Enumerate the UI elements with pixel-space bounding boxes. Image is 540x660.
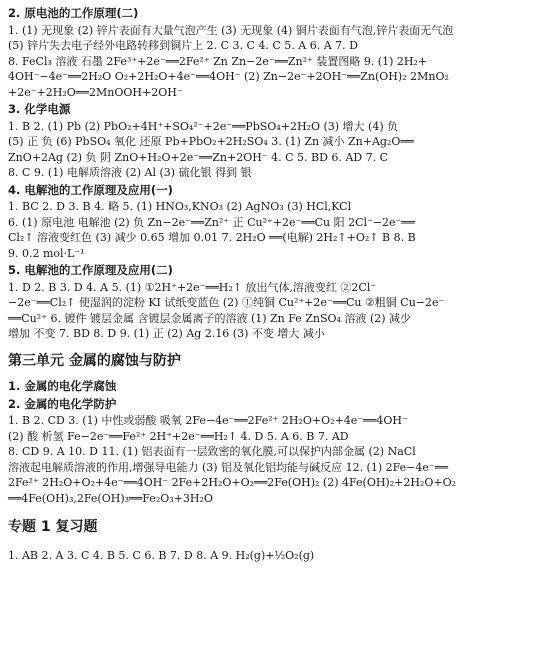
answer-line: 1. D 2. B 3. D 4. A 5. (1) ①2H⁺+2e⁻══H₂↑ 放出气体,溶液变红 ②2Cl⁻ <box>8 280 377 294</box>
answer-line: 1. AB 2. A 3. C 4. B 5. C 6. B 7. D 8. A 9. H₂(g)+½O₂(g) <box>8 548 315 562</box>
answer-line: 增加 不变 7. BD 8. D 9. (1) 正 (2) Ag 2.16 (3) 不变 增大 减小 <box>8 327 325 340</box>
section-title: 3. 化学电源 <box>8 102 71 116</box>
topic-title: 专题 1 复习题 <box>8 519 98 535</box>
section-4 <box>8 183 532 262</box>
answer-line: 4OH⁻−4e⁻══2H₂O O₂+2H₂O+4e⁻══4OH⁻ (2) Zn−2e⁻+2OH⁻══Zn(OH)₂ 2MnO₂ <box>8 70 449 83</box>
answer-line: (5) 正 负 (6) PbSO₄ 氧化 还原 Pb+PbO₂+2H₂SO₄ 3. (1) Zn 减小 Zn+Ag₂O══ <box>8 135 414 148</box>
answer-line: 6. (1) 原电池 电解池 (2) 负 Zn−2e⁻══Zn²⁺ 正 Cu²⁺+2e⁻══Cu 阳 2Cl⁻−2e⁻══ <box>8 215 415 229</box>
answer-line: 9. 0.2 mol·L⁻¹ <box>8 246 85 260</box>
answer-line: 8. FeCl₃ 溶液 石墨 2Fe³⁺+2e⁻══2Fe²⁺ Zn Zn−2e⁻══Zn²⁺ 装置图略 9. (1) 2H₂+ <box>8 54 428 68</box>
section-title: 2. 金属的电化学防护 <box>8 396 117 411</box>
section-title: 1. 金属的电化学腐蚀 <box>8 379 117 393</box>
section-title: 4. 电解池的工作原理及应用(一) <box>8 182 173 197</box>
answer-line: (5) 锌片失去电子经外电路转移到铜片上 2. C 3. C 4. C 5. A 6. A 7. D <box>8 39 358 52</box>
section-3 <box>8 102 532 181</box>
section-2 <box>8 6 532 100</box>
answer-line: 1. BC 2. D 3. B 4. 略 5. (1) HNO₃,KNO₃ (2) AgNO₃ (3) HCl,KCl <box>8 200 352 213</box>
answer-line: −2e⁻══Cl₂↑ 使湿润的淀粉 KI 试纸变蓝色 (2) ①纯铜 Cu²⁺+2e⁻══Cu ②粗铜 Cu−2e⁻ <box>8 296 445 309</box>
section-title: 5. 电解池的工作原理及应用(二) <box>8 263 173 277</box>
unit-section-1 <box>8 379 532 395</box>
answer-line: 1. B 2. (1) Pb (2) PbO₂+4H⁺+SO₄²⁻+2e⁻══PbSO₄+2H₂O (3) 增大 (4) 负 <box>8 119 399 133</box>
answer-line: ══Cu²⁺ 6. 镀件 镀层金属 含镀层金属离子的溶液 (1) Zn Fe ZnSO₄ 溶液 (2) 减少 <box>8 311 412 325</box>
answer-line: Cl₂↑ 溶液变红色 (3) 减少 0.65 增加 0.01 7. 2H₂O ══(电解) 2H₂↑+O₂↑ B 8. B <box>8 231 416 244</box>
answer-line: 8. CD 9. A 10. D 11. (1) 铝表面有一层致密的氧化膜,可以保护内部金属 (2) NaCl <box>8 445 416 458</box>
answer-line: 8. C 9. (1) 电解质溶液 (2) Al (3) 硫化银 得到 银 <box>8 166 252 179</box>
section-title: 2. 原电池的工作原理(二) <box>8 6 139 20</box>
answer-line: (2) 酸 析氢 Fe−2e⁻══Fe²⁺ 2H⁺+2e⁻══H₂↑ 4. D 5. A 6. B 7. AD <box>8 429 349 443</box>
answer-line: +2e⁻+2H₂O══2MnOOH+2OH⁻ <box>8 85 183 99</box>
answer-line: 1. B 2. CD 3. (1) 中性或弱酸 吸氧 2Fe−4e⁻══2Fe²⁺ 2H₂O+O₂+4e⁻══4OH⁻ <box>8 414 408 427</box>
answer-line: ══4Fe(OH)₃,2Fe(OH)₃══Fe₂O₃+3H₂O <box>8 491 213 505</box>
unit-title: 第三单元 金属的腐蚀与防护 <box>8 352 181 369</box>
answer-line: 溶液起电解质溶液的作用,增强导电能力 (3) 铝及氧化铝均能与碱反应 12. (1) 2Fe−4e⁻══ <box>8 460 448 474</box>
answer-line: ZnO+2Ag (2) 负 阴 ZnO+H₂O+2e⁻══Zn+2OH⁻ 4. C 5. BD 6. AD 7. C <box>8 150 389 164</box>
section-5 <box>8 263 532 342</box>
answer-line: 2Fe²⁺ 2H₂O+O₂+4e⁻══4OH⁻ 2Fe+2H₂O+O₂══2Fe(OH)₂ (2) 4Fe(OH)₂+2H₂O+O₂ <box>8 476 457 489</box>
unit-section-2 <box>8 397 532 507</box>
answer-line: 1. (1) 无现象 (2) 锌片表面有大量气泡产生 (3) 无现象 (4) 铜片表面有气泡,锌片表面无气泡 <box>8 23 454 37</box>
